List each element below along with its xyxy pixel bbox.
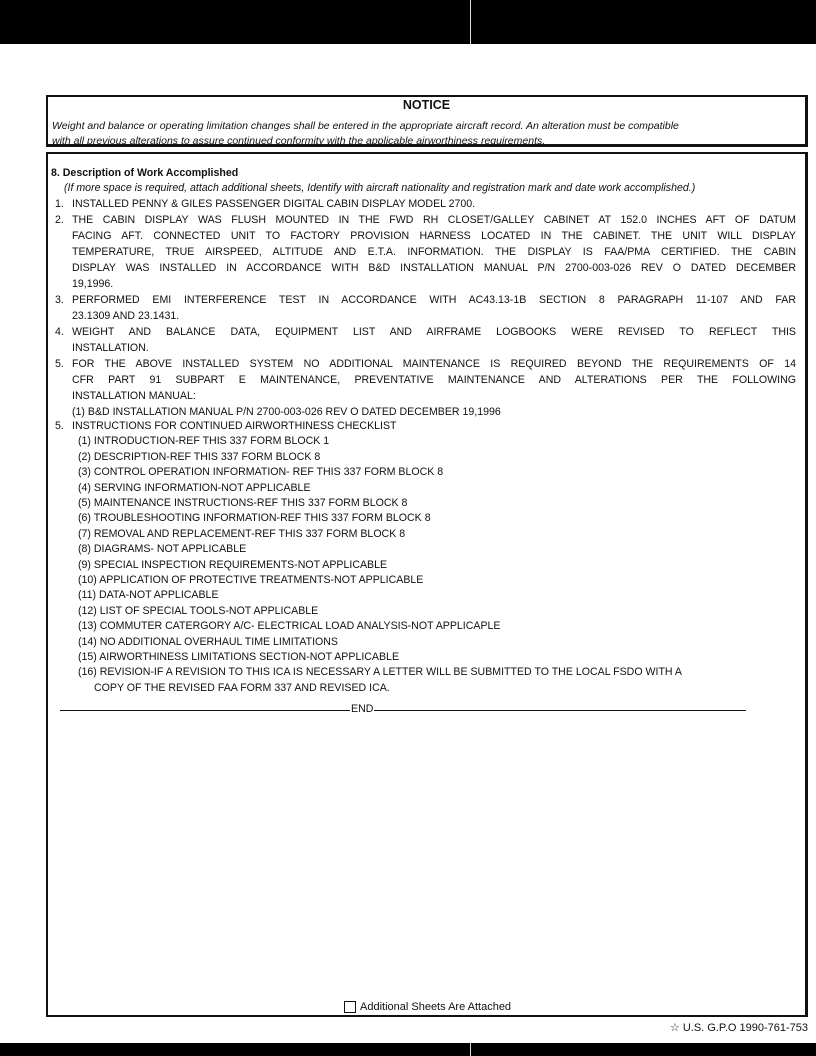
notice-text [52,119,797,149]
line-text: INSTALLED PENNY & GILES PASSENGER DIGITAL CABIN DISPLAY MODEL 2700. [72,198,476,210]
end-marker [60,703,746,716]
line-number: 4. [55,326,64,338]
line-text: (6) TROUBLESHOOTING INFORMATION-REF THIS 337 FORM BLOCK 8 [78,512,431,525]
line-text: (5) MAINTENANCE INSTRUCTIONS-REF THIS 337 FORM BLOCK 8 [78,497,408,509]
line-text: (8) DIAGRAMS- NOT APPLICABLE [78,543,247,556]
scan-seam [470,1043,471,1056]
line-text: PERFORMED EMI INTERFERENCE TEST IN ACCORDANCE WITH AC43.13-1B SECTION 8 PARAGRAPH 11-107 AND FAR [72,294,796,306]
line-text: WEIGHT AND BALANCE DATA, EQUIPMENT LIST AND AIRFRAME LOGBOOKS WERE REVISED TO REFLECT THIS [72,326,796,338]
additional-sheets-label: Additional Sheets Are Attached [360,1001,512,1013]
line-text: (10) APPLICATION OF PROTECTIVE TREATMENTS-NOT APPLICABLE [78,574,424,586]
line-text: FACING AFT. CONNECTED UNIT TO FACTORY PROVISION HARNESS LOCATED IN THE CABINET. THE UNIT WILL DISPLAY [72,230,796,242]
scan-seam [470,0,471,44]
line-text: (2) DESCRIPTION-REF THIS 337 FORM BLOCK 8 [78,450,321,463]
notice-box [46,95,808,147]
line-text: (11) DATA-NOT APPLICABLE [78,589,219,602]
line-text: (4) SERVING INFORMATION-NOT APPLICABLE [78,481,311,494]
line-text: INSTRUCTIONS FOR CONTINUED AIRWORTHINESS CHECKLIST [72,420,397,432]
end-label: END [351,703,374,715]
line-text: (12) LIST OF SPECIAL TOOLS-NOT APPLICABLE [78,604,319,617]
line-text: FOR THE ABOVE INSTALLED SYSTEM NO ADDITIONAL MAINTENANCE IS REQUIRED BEYOND THE REQUIREMENTS OF 14 [72,358,796,370]
notice-text-line: Weight and balance or operating limitation changes shall be entered in the appropriate aircraft record. An alteration must be compatible [52,120,679,132]
end-rule [60,710,746,711]
line-text: 19,1996. [72,278,114,290]
line-text: (7) REMOVAL AND REPLACEMENT-REF THIS 337 FORM BLOCK 8 [78,527,406,540]
gpo-imprint: ☆ U.S. G.P.O 1990-761-753 [669,1022,808,1034]
work-description-box: 8. Description of Work Accomplished (If more space is required, attach additional sheets, Identify with aircraft nationality and registration mark and date work accomplished.) 1. INSTALLED PENNY & GILES PASSENGER DIGITAL CABIN DISPLAY MODEL 2700. 2. THE CABIN DISPLAY WAS FLUSH MOUNTED IN THE FWD RH CLOSET/GALLEY CABINET AT 152.0 INCHES AFT OF DATUM FACING AFT. CONNECTED UNIT TO FACTORY PROVISION HARNESS LOCATED IN THE CABINET. THE UNIT WILL DISPLAY TEMPERATURE, TRUE AIRSPEED, ALTITUDE AND E.T.A. INFORMATION. THE DISPLAY IS FAA/PMA CERTIFIED. THE CABIN DISPLAY WAS INSTALLED IN ACCORDANCE WITH B&D INSTALLATION MANUAL P/N 2700-003-026 REV O DATED DECEMBER 19,1996. 3. PERFORMED EMI INTERFERENCE TEST IN ACCORDANCE WITH AC43.13-1B SECTION 8 PARAGRAPH 11-107 AND FAR 23.1309 AND 23.1431. 4. WEIGHT AND BALANCE DATA, EQUIPMENT LIST AND AIRFRAME LOGBOOKS WERE REVISED TO REFLECT THIS INSTALLATION. 5. FOR THE ABOVE INSTALLED SYSTEM NO ADDITIONAL MAINTENANCE IS REQUIRED BEYOND THE REQUIREMENTS OF 14 CFR PART 91 SUBPART E MAINTENANCE, PREVENTATIVE MAINTENANCE AND ALTERATIONS PER THE FOLLOWING INSTALLATION MANUAL: (1) B&D INSTALLATION MANUAL P/N 2700-003-026 REV O DATED DECEMBER 19,1996 5. INSTRUCTIONS FOR CONTINUED AIRWORTHINESS CHECKLIST (1) INTRODUCTION-REF THIS 337 FORM BLOCK 1 (2) DESCRIPTION-REF THIS 337 FORM BLOCK 8 (3) CONTROL OPERATION INFORMATION- REF THIS 337 FORM BLOCK 8 (4) SERVING INFORMATION-NOT APPLICABLE (5) MAINTENANCE INSTRUCTIONS-REF THIS 337 FORM BLOCK 8 (6) TROUBLESHOOTING INFORMATION-REF THIS 337 FORM BLOCK 8 (7) REMOVAL AND REPLACEMENT-REF THIS 337 FORM BLOCK 8 (8) DIAGRAMS- NOT APPLICABLE (9) SPECIAL INSPECTION REQUIREMENTS-NOT APPLICABLE (10) APPLICATION OF PROTECTIVE TREATMENTS-NOT APPLICABLE (11) DATA-NOT APPLICABLE (12) LIST OF SPECIAL TOOLS-NOT APPLICABLE (13) COMMUTER CATERGORY A/C- ELECTRICAL LOAD ANALYSIS-NOT APPLICAPLE (14) NO ADDITIONAL OVERHAUL TIME LIMITATIONS (15) AIRWORTHINESS LIMITATIONS SECTION-NOT APPLICABLE (16) REVISION-IF A REVISION TO THIS ICA IS NECESSARY A LETTER WILL BE SUBMITTED TO THE LOCAL FSDO WITH A COPY OF THE REVISED FAA FORM 337 AND REVISED ICA. END Additional Sheets Are Attached [46,152,808,1017]
line-number: 5. [55,420,64,432]
line-text: DISPLAY WAS INSTALLED IN ACCORDANCE WITH B&D INSTALLATION MANUAL P/N 2700-003-026 REV O DATED DECEMBER [72,262,796,274]
notice-title: NOTICE [402,98,451,112]
line-text: COPY OF THE REVISED FAA FORM 337 AND REVISED ICA. [94,681,390,694]
line-number: 3. [55,294,64,306]
line-number: 5. [55,358,64,370]
line-text: (14) NO ADDITIONAL OVERHAUL TIME LIMITATIONS [78,635,338,648]
scan-border-bottom [0,1043,816,1056]
line-text: (13) COMMUTER CATERGORY A/C- ELECTRICAL LOAD ANALYSIS-NOT APPLICAPLE [78,620,501,633]
line-text: (1) INTRODUCTION-REF THIS 337 FORM BLOCK 1 [78,435,330,448]
line-text: 23.1309 AND 23.1431. [72,310,180,322]
line-number: 2. [55,214,64,226]
line-text: (15) AIRWORTHINESS LIMITATIONS SECTION-NOT APPLICABLE [78,651,400,663]
line-text: (9) SPECIAL INSPECTION REQUIREMENTS-NOT APPLICABLE [78,558,388,571]
line-text: (16) REVISION-IF A REVISION TO THIS ICA IS NECESSARY A LETTER WILL BE SUBMITTED TO THE LOCAL FSDO WITH A [78,666,682,679]
line-number: 1. [55,198,64,210]
line-text: (3) CONTROL OPERATION INFORMATION- REF THIS 337 FORM BLOCK 8 [78,466,444,479]
line-text: THE CABIN DISPLAY WAS FLUSH MOUNTED IN THE FWD RH CLOSET/GALLEY CABINET AT 152.0 INCHES AFT OF DATUM [72,214,796,226]
line-text: INSTALLATION MANUAL: [72,390,196,402]
additional-sheets-checkbox[interactable] [344,1001,511,1013]
line-text: TEMPERATURE, TRUE AIRSPEED, ALTITUDE AND E.T.A. INFORMATION. THE DISPLAY IS FAA/PMA CERTIFIED. THE CABIN [72,246,796,258]
notice-text-line: with all previous alterations to assure continued conformity with the applicable airworthiness requirements. [52,135,546,147]
checkbox[interactable] [344,1001,356,1013]
line-text: (1) B&D INSTALLATION MANUAL P/N 2700-003-026 REV O DATED DECEMBER 19,1996 [72,406,501,418]
scan-border-top [0,0,816,44]
line-text: CFR PART 91 SUBPART E MAINTENANCE, PREVENTATIVE MAINTENANCE AND ALTERATIONS PER THE FOLLOWING [72,374,796,386]
line-text: INSTALLATION. [72,342,149,354]
